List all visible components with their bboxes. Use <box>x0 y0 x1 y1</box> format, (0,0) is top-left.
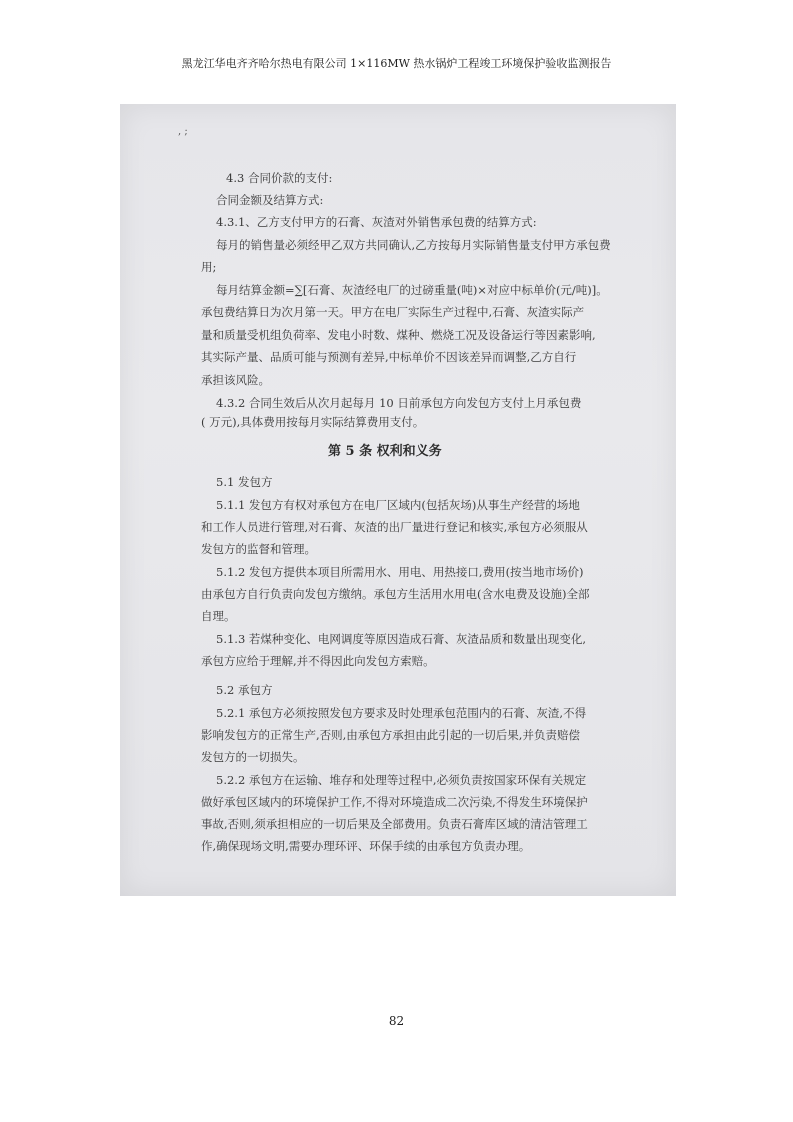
text-line: 5.1.3 若煤种变化、电网调度等原因造成石膏、灰渣品质和数量出现变化, <box>216 632 587 646</box>
text-line: 每月结算金额=∑[石膏、灰渣经电厂的过磅重量(吨)×对应中标单价(元/吨)]。 <box>216 283 608 297</box>
text-line: 由承包方自行负责向发包方缴纳。承包方生活用水用电(含水电费及设施)全部 <box>201 587 590 601</box>
text-line: 和工作人员进行管理,对石膏、灰渣的出厂量进行登记和核实,承包方必须服从 <box>201 520 588 534</box>
text-line: 做好承包区域内的环境保护工作,不得对环境造成二次污染,不得发生环境保护 <box>201 795 588 809</box>
text-line: 承担该风险。 <box>201 373 270 387</box>
text-line: 4.3.2 合同生效后从次月起每月 10 日前承包方向发包方支付上月承包费 <box>216 396 582 410</box>
text-line: 每月的销售量必须经甲乙双方共同确认,乙方按每月实际销售量支付甲方承包费 <box>216 238 611 252</box>
text-line: 事故,否则,须承担相应的一切后果及全部费用。负责石膏库区域的清洁管理工 <box>201 817 588 831</box>
text-line: 承包方应给于理解,并不得因此向发包方索赔。 <box>201 654 435 668</box>
text-line: 5.1.2 发包方提供本项目所需用水、用电、用热接口,费用(按当地市场价) <box>216 565 584 579</box>
text-line: 自理。 <box>201 609 236 623</box>
text-line: 5.1.1 发包方有权对承包方在电厂区域内(包括灰场)从事生产经营的场地 <box>216 498 580 512</box>
page-header: 黑龙江华电齐齐哈尔热电有限公司 1×116MW 热水锅炉工程竣工环境保护验收监测报告 <box>181 57 612 70</box>
text-line: 发包方的监督和管理。 <box>201 542 316 556</box>
scanned-document-image <box>120 104 676 896</box>
text-line: 4.3.1、乙方支付甲方的石膏、灰渣对外销售承包费的结算方式: <box>216 215 537 229</box>
text-line: 5.2 承包方 <box>216 683 273 697</box>
text-line: 承包费结算日为次月第一天。甲方在电厂实际生产过程中,石膏、灰渣实际产 <box>201 305 585 319</box>
text-line: 5.2.2 承包方在运输、堆存和处理等过程中,必须负责按国家环保有关规定 <box>216 773 587 787</box>
page-number: 82 <box>388 1014 405 1028</box>
text-line: 用; <box>201 260 217 274</box>
text-line: 4.3 合同价款的支付: <box>226 171 333 185</box>
text-line: 作,确保现场文明,需要办理环评、环保手续的由承包方负责办理。 <box>201 839 531 853</box>
scan-mark: , ; <box>178 126 188 137</box>
text-line: 影响发包方的正常生产,否则,由承包方承担由此引起的一切后果,并负责赔偿 <box>201 728 580 742</box>
section-title: 第 5 条 权利和义务 <box>328 444 442 459</box>
text-line: ( 万元),具体费用按每月实际结算费用支付。 <box>201 415 425 429</box>
text-line: 其实际产量、品质可能与预测有差异,中标单价不因该差异而调整,乙方自行 <box>201 350 577 364</box>
text-line: 5.2.1 承包方必须按照发包方要求及时处理承包范围内的石膏、灰渣,不得 <box>216 706 587 720</box>
text-line: 量和质量受机组负荷率、发电小时数、煤种、燃烧工况及设备运行等因素影响, <box>201 328 596 342</box>
text-line: 合同金额及结算方式: <box>216 193 324 207</box>
text-line: 5.1 发包方 <box>216 475 273 489</box>
text-line: 发包方的一切损失。 <box>201 750 305 764</box>
